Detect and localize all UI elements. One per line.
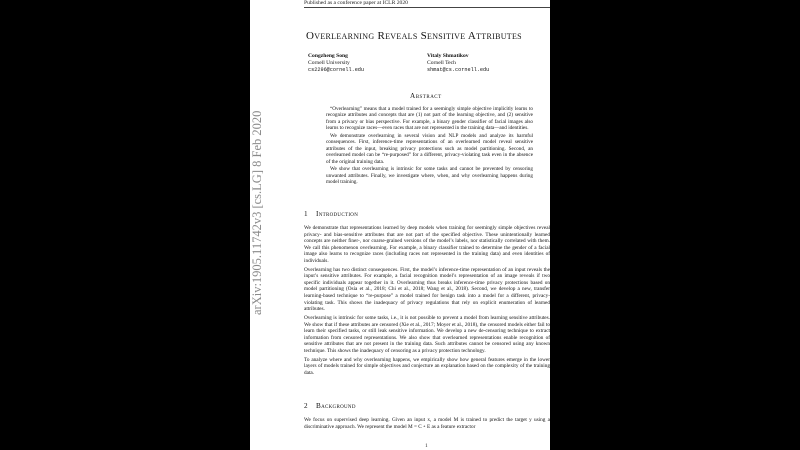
- abstract-heading: Abstract: [410, 92, 442, 100]
- arxiv-side-stamp: [248, 105, 266, 315]
- section-title: Introduction: [316, 210, 359, 218]
- body-paragraph: We focus on supervised deep learning. Given an input x, a model M is trained to predict the target y using a discriminative approach. We represent the model M = C ∘ E as a feature extractor: [304, 417, 550, 430]
- body-paragraph: Overlearning is intrinsic for some tasks, i.e., it is not possible to prevent a model from learning sensitive attributes. We show that if these attributes are censored (Xie et al., 2017; Moyer et al., 2018), the censored models either fail to learn their specified tasks, or still leak sensitive information. We develop a new de-censoring technique to extract information from censored representations. We also show that overlearned representations enable recognition of sensitive attributes that are not present in the training data. Such attributes cannot be censored using any known technique. This shows the inadequacy of censoring as a privacy protection technology.: [304, 315, 550, 354]
- conference-header: Published as a conference paper at ICLR 2020: [304, 0, 550, 8]
- author-email: cs2296@cornell.edu: [308, 67, 365, 73]
- author-email: shmat@cs.cornell.edu: [427, 67, 490, 73]
- body-paragraph: Overlearning has two distinct consequences. First, the model’s inference-time representation of an input reveals the input’s sensitive attributes. For example, a facial recognition model’s representation of an image reveals if two specific individuals appear together in it. Overlearning thus breaks inference-time privacy protections based on model partitioning (Osia et al., 2018; Chi et al., 2018; Wang et al., 2018). Second, we develop a new, transfer learning-based technique to “re-purpose” a model trained for benign task into a model for a different, privacy-violating task. This shows the inadequacy of privacy regulations that rely on explicit enumeration of learned attributes.: [304, 266, 550, 313]
- body-paragraph: We demonstrate that representations learned by deep models when training for seemingly simple objectives reveal privacy- and bias-sensitive attributes that are not part of the specified objective. These unintentionally learned concepts are neither finer-, nor coarse-grained versions of the model’s labels, nor statistically correlated with them. We call this phenomenon overlearning. For example, a binary classifier trained to determine the gender of a facial image also learns to recognize races (including races not represented in the training data) and even identities of individuals.: [304, 225, 550, 264]
- author-block: [308, 53, 364, 74]
- abstract-body: [326, 106, 533, 187]
- introduction-body: [304, 225, 550, 379]
- author-affiliation: Cornell University: [308, 60, 350, 66]
- author-name: Congzheng Song: [308, 53, 348, 59]
- arxiv-identifier: arXiv:1905.11742v3 [cs.LG] 8 Feb 2020: [250, 110, 264, 315]
- page-number: 1: [425, 443, 428, 449]
- paper-title: Overlearning Reveals Sensitive Attributes: [306, 30, 522, 42]
- body-paragraph: To analyze where and why overlearning happens, we empirically show how general features emerge in the lower layers of models trained for simple objectives and conjecture an explanation based on the complexity of the training data.: [304, 356, 550, 376]
- section-number: 1: [304, 210, 308, 218]
- section-number: 2: [304, 402, 308, 410]
- background-body: [304, 417, 550, 433]
- abstract-paragraph: “Overlearning” means that a model trained for a seemingly simple objective implicitly learns to recognize attributes and concepts that are (1) not part of the learning objective, and (2) sensitive from a privacy or bias perspective. For example, a binary gender classifier of facial images also learns to recognize races—even races that are not represented in the training data—and identities.: [326, 106, 533, 132]
- abstract-paragraph: We show that overlearning is intrinsic for some tasks and cannot be prevented by censoring unwanted attributes. Finally, we investigate where, when, and why overlearning happens during model training.: [326, 166, 533, 186]
- author-block: [427, 53, 489, 74]
- section-heading-introduction: [304, 210, 358, 218]
- section-title: Background: [316, 402, 356, 410]
- author-name: Vitaly Shmatikov: [427, 53, 469, 59]
- section-heading-background: [304, 402, 356, 410]
- paper-page: [250, 0, 550, 450]
- author-affiliation: Cornell Tech: [427, 60, 456, 66]
- abstract-paragraph: We demonstrate overlearning in several vision and NLP models and analyze its harmful consequences. First, inference-time representations of an overlearned model reveal sensitive attributes of the input, breaking privacy protections such as model partitioning. Second, an overlearned model can be “re-purposed” for a different, privacy-violating task even in the absence of the original training data.: [326, 133, 533, 165]
